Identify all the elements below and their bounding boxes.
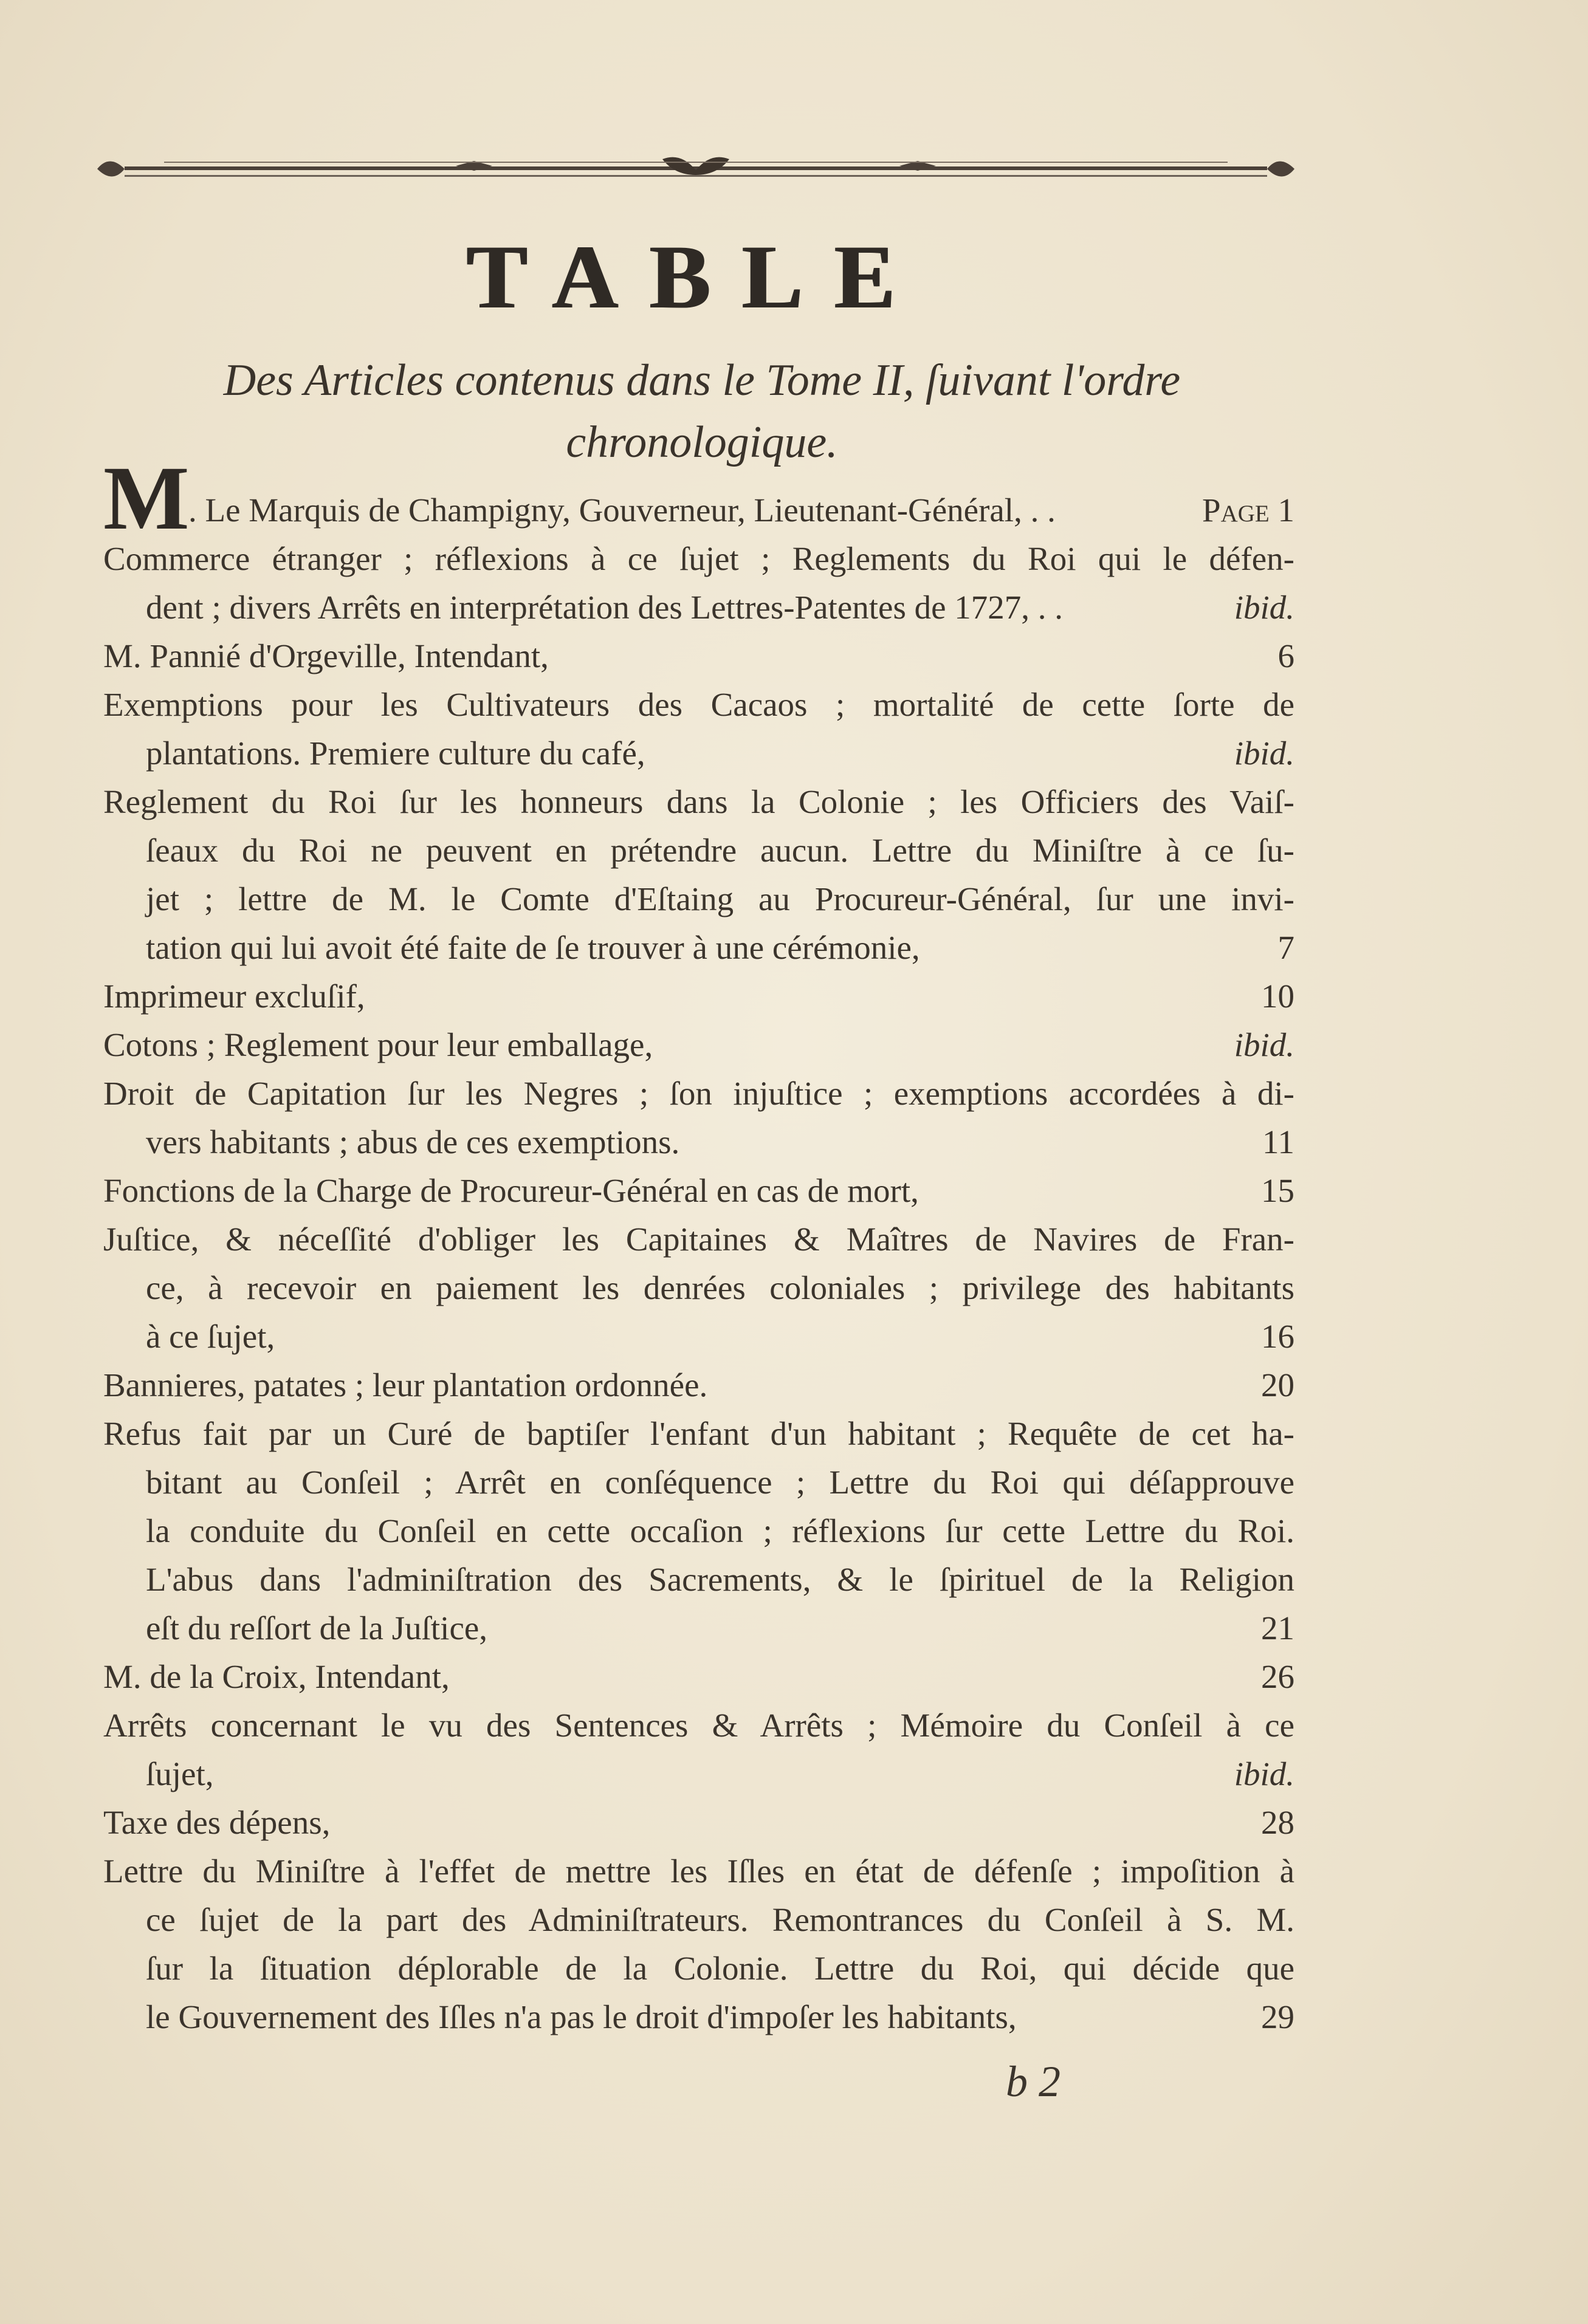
toc-entry-text: ce, à recevoir en paiement les denrées coloniales ; privilege des habitants [146, 1269, 1294, 1306]
toc-page-number: 6 [1277, 637, 1294, 674]
toc-entry-text: Exemptions pour les Cultivateurs des Cacaos ; mortalité de cette ſorte de [103, 686, 1294, 723]
toc-page-number: 21 [1261, 1609, 1294, 1647]
table-of-contents [103, 448, 1294, 2041]
toc-entry [103, 1069, 1294, 1167]
toc-entry [103, 535, 1294, 632]
toc-entry-text: vers habitants ; abus de ces exemptions. [146, 1123, 680, 1160]
subtitle-line-1: Des Articles contenus dans le Tome II, ſuivant l'ordre [223, 355, 1181, 405]
toc-page-number: 10 [1261, 978, 1294, 1015]
toc-entry [103, 680, 1294, 778]
toc-entry [103, 1653, 1294, 1701]
toc-entry-text: dent ; divers Arrêts en interprétation des Lettres-Patentes de 1727, . . [146, 589, 1064, 626]
toc-page-number: 29 [1261, 1998, 1294, 2035]
toc-entry-text: la conduite du Conſeil en cette occaſion ; réflexions ſur cette Lettre du Roi. [146, 1512, 1294, 1549]
toc-entry-text: le Gouvernement des Iſles n'a pas le droit d'impoſer les habitants, [146, 1998, 1017, 2035]
toc-page-number: 26 [1261, 1658, 1294, 1695]
subtitle [103, 349, 1301, 473]
toc-entry-text: ce ſujet de la part des Adminiſtrateurs. Remontrances du Conſeil à S. M. [146, 1901, 1294, 1938]
toc-page-number: 11 [1262, 1123, 1294, 1160]
signature-mark: b 2 [1006, 2057, 1060, 2106]
toc-entry-text: M. de la Croix, Intendant, [103, 1658, 450, 1695]
toc-entry [103, 972, 1294, 1021]
toc-entry-text: Droit de Capitation ſur les Negres ; ſon injuſtice ; exemptions accordées à di- [103, 1075, 1294, 1112]
toc-entry-text: plantations. Premiere culture du café, [146, 735, 645, 772]
toc-entry-text: Reglement du Roi ſur les honneurs dans la Colonie ; les Officiers des Vaiſ- [103, 783, 1294, 820]
toc-entry-text: Imprimeur excluſif, [103, 978, 365, 1015]
toc-entry-text: ſujet, [146, 1755, 214, 1792]
toc-entry-text: Taxe des dépens, [103, 1804, 331, 1841]
toc-page-number: 20 [1261, 1366, 1294, 1404]
toc-entry [103, 1847, 1294, 2041]
toc-entry-text: Commerce étranger ; réflexions à ce ſujet ; Reglements du Roi qui le défen- [103, 540, 1294, 577]
toc-entry-text: tation qui lui avoit été faite de ſe trouver à une cérémonie, [146, 929, 920, 966]
toc-entry-text: bitant au Conſeil ; Arrêt en conſéquence ; Lettre du Roi qui déſapprouve [146, 1464, 1294, 1501]
toc-page-number: ibid. [1234, 735, 1294, 772]
toc-entry-text: jet ; lettre de M. le Comte d'Eſtaing au Procureur-Général, ſur une invi- [146, 880, 1294, 917]
toc-entry-text: . Le Marquis de Champigny, Gouverneur, Lieutenant-Général, . . [188, 492, 1056, 529]
page-title: TABLE [466, 227, 926, 327]
toc-entry [103, 632, 1294, 680]
dropcap: M [103, 448, 190, 549]
toc-entry [103, 1215, 1294, 1361]
toc-entry-text: Cotons ; Reglement pour leur emballage, [103, 1026, 653, 1063]
toc-page-number: 16 [1261, 1318, 1294, 1355]
toc-entry-text: Juſtice, & néceſſité d'obliger les Capitaines & Maîtres de Navires de Fran- [103, 1221, 1294, 1258]
toc-page-number: ibid. [1234, 1755, 1294, 1792]
toc-entry [103, 1021, 1294, 1069]
toc-entry [103, 778, 1294, 972]
toc-entry [103, 1410, 1294, 1653]
toc-page-label: Page 1 [1202, 492, 1294, 529]
ornamental-rule [91, 151, 1301, 199]
toc-entry [103, 1798, 1294, 1847]
toc-page-number: ibid. [1234, 1026, 1294, 1063]
toc-entry [103, 1361, 1294, 1410]
toc-entry-text: ſeaux du Roi ne peuvent en prétendre aucun. Lettre du Miniſtre à ce ſu- [146, 832, 1294, 869]
toc-entry-text: Refus fait par un Curé de baptiſer l'enfant d'un habitant ; Requête de cet ha- [103, 1415, 1294, 1452]
subtitle-line-2: chronologique. [566, 417, 838, 467]
toc-entry-text: Arrêts concernant le vu des Sentences & Arrêts ; Mémoire du Conſeil à ce [103, 1707, 1294, 1744]
toc-page-number: 28 [1261, 1804, 1294, 1841]
toc-page-number: ibid. [1234, 589, 1294, 626]
toc-entry-text: Lettre du Miniſtre à l'effet de mettre les Iſles en état de défenſe ; impoſition à [103, 1853, 1294, 1890]
toc-entry-text: M. Pannié d'Orgeville, Intendant, [103, 637, 549, 674]
toc-entry-text: eſt du reſſort de la Juſtice, [146, 1609, 488, 1647]
toc-entry-text: Bannieres, patates ; leur plantation ordonnée. [103, 1366, 708, 1404]
toc-page-number: 15 [1261, 1172, 1294, 1209]
toc-entry-text: L'abus dans l'adminiſtration des Sacrements, & le ſpirituel de la Religion [146, 1561, 1294, 1598]
toc-entry [103, 1167, 1294, 1215]
toc-entry-text: ſur la ſituation déplorable de la Colonie. Lettre du Roi, qui décide que [146, 1950, 1294, 1987]
toc-entry [103, 1701, 1294, 1798]
toc-page-number: 7 [1277, 929, 1294, 966]
toc-entry-text: Fonctions de la Charge de Procureur-Général en cas de mort, [103, 1172, 919, 1209]
toc-entry-first [103, 448, 1294, 549]
toc-entry-text: à ce ſujet, [146, 1318, 275, 1355]
